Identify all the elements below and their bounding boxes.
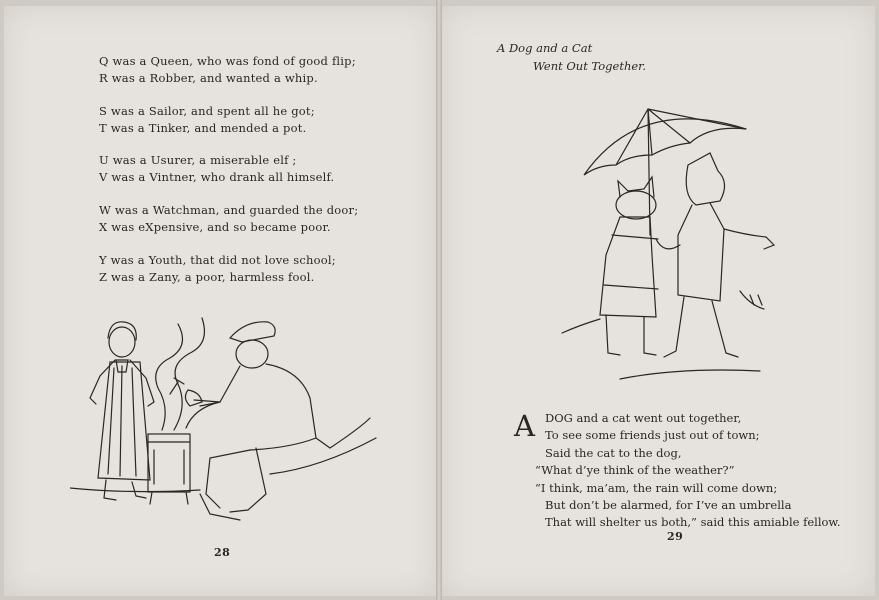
poem-line: “What d’ye think of the weather?” [535, 463, 735, 478]
stanza-q-r [99, 53, 356, 87]
verse-line: Z was a Zany, a poor, harmless fool. [99, 270, 315, 284]
verse-line: T was a Tinker, and mended a pot. [99, 121, 307, 135]
stanza-y-z [99, 252, 336, 286]
verse-line: Y was a Youth, that did not love school; [99, 253, 336, 267]
poem-line: Said the cat to the dog, [545, 445, 682, 460]
poem-line: To see some friends just out of town; [545, 428, 760, 443]
poem-title-line2: Went Out Together. [533, 59, 647, 73]
verse-line: R was a Robber, and wanted a whip. [99, 71, 318, 85]
poem-line: But don’t be alarmed, for I’ve an umbrella [545, 498, 792, 513]
page-number-right: 29 [667, 530, 684, 543]
stanza-w-x [99, 202, 358, 236]
poem-body [514, 409, 841, 532]
stanza-s-t [99, 103, 315, 137]
poem-line: DOG and a cat went out together, [545, 411, 742, 425]
verse-line: S was a Sailor, and spent all he got; [99, 104, 315, 118]
verse-line: Q was a Queen, who was fond of good flip; [99, 54, 356, 68]
verse-line: X was eXpensive, and so became poor. [99, 220, 331, 234]
poem-line: That will shelter us both,” said this amiable fellow. [545, 515, 841, 530]
tinker-illustration [70, 298, 380, 528]
verse-line: W was a Watchman, and guarded the door; [99, 203, 359, 217]
poem-line: “I think, ma’am, the rain will come down; [535, 480, 778, 495]
poem-title-line1: A Dog and a Cat [497, 41, 593, 55]
verse-line: U was a Usurer, a miserable elf ; [99, 153, 297, 167]
verse-line: V was a Vintner, who drank all himself. [99, 170, 335, 184]
page-number-left: 28 [214, 546, 231, 559]
dog-cat-umbrella-illustration [560, 105, 780, 385]
poem-dropcap: A [514, 409, 535, 443]
stanza-u-v [99, 152, 334, 186]
